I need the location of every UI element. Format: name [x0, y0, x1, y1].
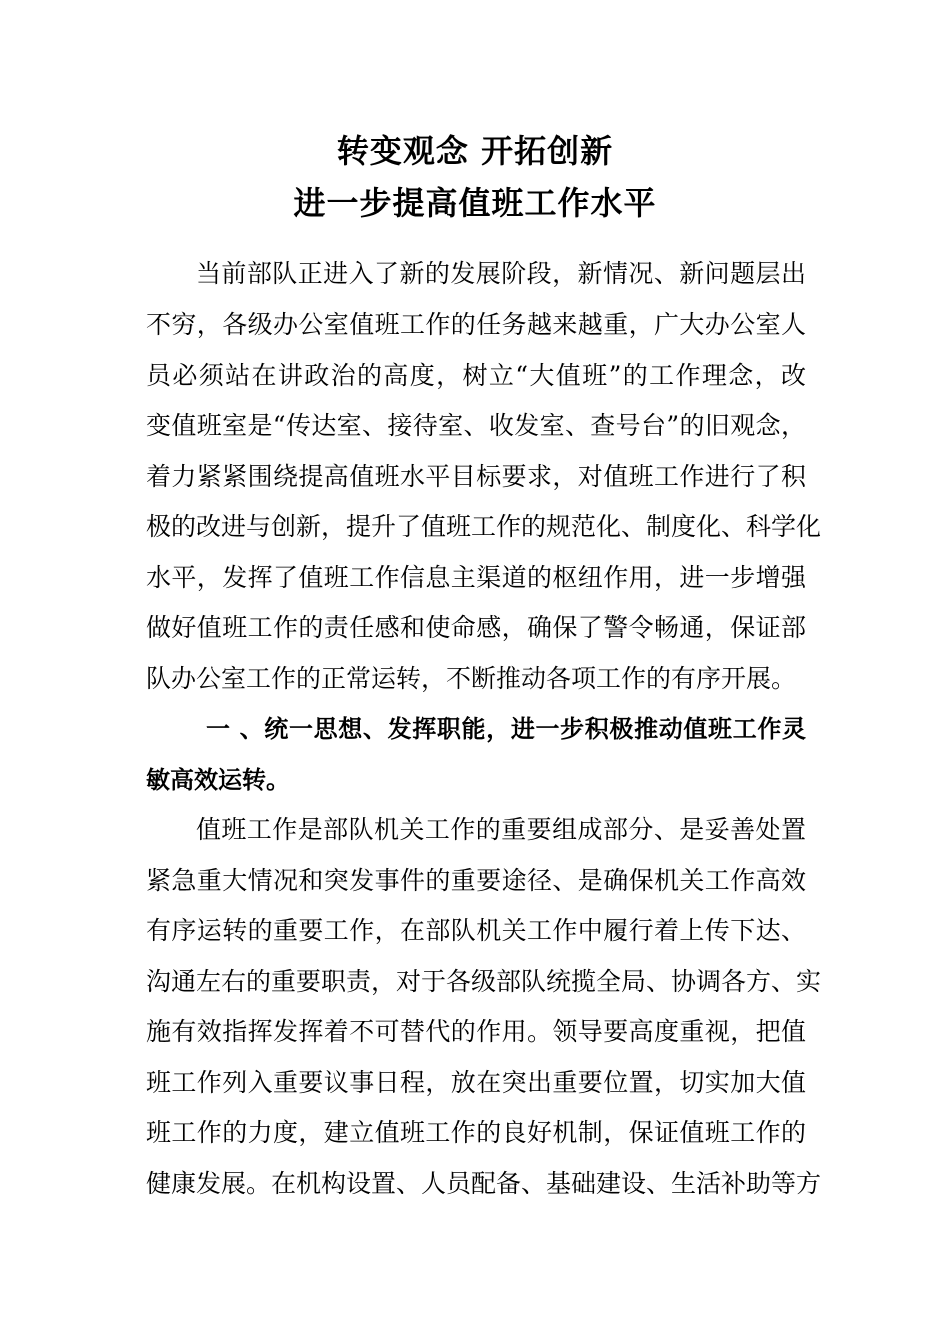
paragraph-2-line: 沟通左右的重要职责，对于各级部队统揽全局、协调各方、实	[146, 967, 822, 996]
paragraph-1-line: 变值班室是“传达室、接待室、收发室、查号台”的旧观念，	[146, 411, 806, 440]
document-title-line-1: 转变观念 开拓创新	[336, 132, 614, 170]
paragraph-2-line: 健康发展。在机构设置、人员配备、基础建设、生活补助等方	[146, 1169, 822, 1198]
document-title-line-2: 进一步提高值班工作水平	[293, 184, 657, 222]
paragraph-2-line: 值班工作是部队机关工作的重要组成部分、是妥善处置	[196, 815, 806, 844]
section-heading-line: 一 、统一思想、发挥职能，进一步积极推动值班工作灵	[206, 715, 806, 743]
paragraph-1-line: 不穷，各级办公室值班工作的任务越来越重，广大办公室人	[146, 310, 806, 339]
paragraph-2-line: 施有效指挥发挥着不可替代的作用。领导要高度重视，把值	[146, 1017, 806, 1046]
paragraph-1-line: 着力紧紧围绕提高值班水平目标要求，对值班工作进行了积	[146, 462, 806, 491]
paragraph-1-line: 水平，发挥了值班工作信息主渠道的枢纽作用，进一步增强	[146, 563, 806, 592]
paragraph-2-line: 紧急重大情况和突发事件的重要途径、是确保机关工作高效	[146, 866, 806, 895]
paragraph-1-line: 当前部队正进入了新的发展阶段，新情况、新问题层出	[196, 259, 806, 288]
paragraph-1-line: 极的改进与创新，提升了值班工作的规范化、制度化、科学化	[146, 512, 822, 541]
paragraph-2-line: 班工作列入重要议事日程，放在突出重要位置，切实加大值	[146, 1068, 806, 1097]
section-heading-line: 敏高效运转。	[146, 766, 290, 794]
paragraph-2-line: 有序运转的重要工作，在部队机关工作中履行着上传下达、	[146, 916, 806, 945]
paragraph-1-line: 员必须站在讲政治的高度，树立“大值班”的工作理念，改	[146, 361, 806, 390]
paragraph-1-line: 队办公室工作的正常运转，不断推动各项工作的有序开展。	[146, 664, 797, 693]
paragraph-1-line: 做好值班工作的责任感和使命感，确保了警令畅通，保证部	[146, 613, 806, 642]
paragraph-2-line: 班工作的力度，建立值班工作的良好机制，保证值班工作的	[146, 1118, 806, 1147]
